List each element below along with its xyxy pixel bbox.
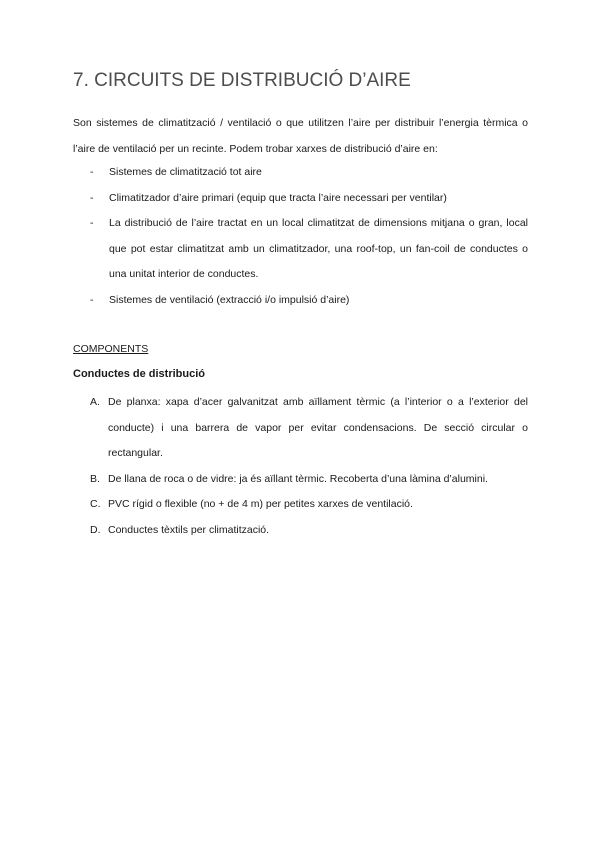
list-marker: C. bbox=[90, 498, 101, 510]
list-item bbox=[73, 467, 528, 493]
list-item-text: PVC rígid o flexible (no + de 4 m) per petites xarxes de ventilació. bbox=[108, 498, 413, 510]
list-item-text: Conductes tèxtils per climatització. bbox=[108, 523, 270, 536]
list-marker: D. bbox=[90, 523, 101, 536]
intro-paragraph: Son sistemes de climatització / ventilació o que utilitzen l’aire per distribuir l’energia tèrmica o l’aire de ventilació per un recinte. Podem trobar xarxes de distribució d’aire en: bbox=[73, 117, 528, 155]
section-label-components: COMPONENTS bbox=[73, 343, 149, 355]
list-dash: - bbox=[90, 191, 94, 204]
systems-list bbox=[73, 160, 528, 313]
page-title: 7. CIRCUITS DE DISTRIBUCIÓ D’AIRE bbox=[73, 70, 411, 91]
list-dash: - bbox=[90, 217, 94, 229]
list-item bbox=[73, 492, 528, 518]
list-item-text: La distribució de l’aire tractat en un local climatitzat de dimensions mitjana o gran, local que pot estar climatitzat amb un climatitzador, una roof-top, un fan-coil de conductes o una unitat interior de conductes. bbox=[109, 217, 528, 280]
list-item bbox=[73, 518, 528, 544]
subheading-ducts: Conductes de distribució bbox=[73, 368, 206, 380]
list-marker: B. bbox=[90, 472, 100, 485]
list-item bbox=[73, 390, 528, 467]
list-item-text: De llana de roca o de vidre: ja és aïllant tèrmic. Recoberta d’una làmina d’alumini. bbox=[108, 472, 488, 485]
components-list bbox=[73, 390, 528, 543]
list-item-text: De planxa: xapa d’acer galvanitzat amb aïllament tèrmic (a l’interior o a l’exterior del conducte) i una barrera de vapor per evitar condensacions. De secció circular o rectangular. bbox=[108, 396, 528, 459]
list-item-text: Sistemes de climatització tot aire bbox=[109, 166, 262, 178]
list-dash: - bbox=[90, 293, 94, 306]
list-item bbox=[73, 186, 528, 212]
list-item bbox=[73, 288, 528, 314]
list-dash: - bbox=[90, 166, 94, 178]
list-marker: A. bbox=[90, 396, 100, 408]
list-item bbox=[73, 211, 528, 288]
list-item-text: Climatitzador d’aire primari (equip que tracta l’aire necessari per ventilar) bbox=[109, 191, 447, 204]
list-item bbox=[73, 160, 528, 186]
list-item-text: Sistemes de ventilació (extracció i/o impulsió d’aire) bbox=[109, 293, 350, 306]
